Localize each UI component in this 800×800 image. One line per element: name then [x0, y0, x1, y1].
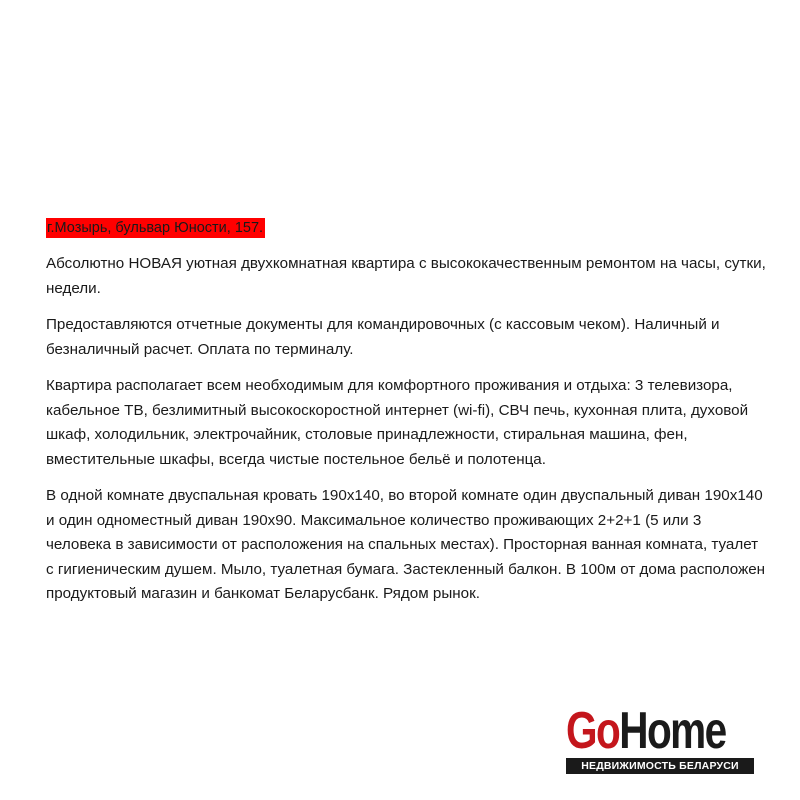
paragraph-amenities: Квартира располагает всем необходимым для комфортного проживания и отдыха: 3 телевизора, кабельное ТВ, безлимитный высокоскоростной интернет (wi-fi), СВЧ печь, кухонная плита, духовой шкаф, холодильник, электрочайник, столовые принадлежности, стиральная машина, фен, вместительные шкафы, всегда чистые постельное бельё и полотенца.	[46, 377, 749, 468]
gohome-logo	[566, 702, 754, 774]
paragraph-beds-details: В одной комнате двуспальная кровать 190х140, во второй комнате один двуспальный диван 190х140 и один одноместный диван 190х90. Максимальное количество проживающих 2+2+1 (5 или 3 человека в зависимости от расположения на спальных местах). Просторная ванная комната, туалет с гигиеническим душем. Мыло, туалетная бумага. Застекленный балкон. В 100м от дома расположен продуктовый магазин и банкомат Беларусбанк. Рядом рынок.	[46, 487, 766, 602]
listing-document	[46, 218, 768, 619]
paragraph-intro: Абсолютно НОВАЯ уютная двухкомнатная квартира с высококачественным ремонтом на часы, сутки, недели.	[46, 255, 766, 297]
paragraph-documents: Предоставляются отчетные документы для командировочных (с кассовым чеком). Наличный и безналичный расчет. Оплата по терминалу.	[46, 316, 720, 358]
logo-tagline: НЕДВИЖИМОСТЬ БЕЛАРУСИ	[566, 758, 754, 774]
logo-wordmark	[566, 702, 726, 760]
logo-go-text: Go	[566, 702, 620, 760]
logo-home-text: Home	[619, 702, 726, 760]
address-highlight: г.Мозырь, бульвар Юности, 157.	[47, 220, 264, 236]
